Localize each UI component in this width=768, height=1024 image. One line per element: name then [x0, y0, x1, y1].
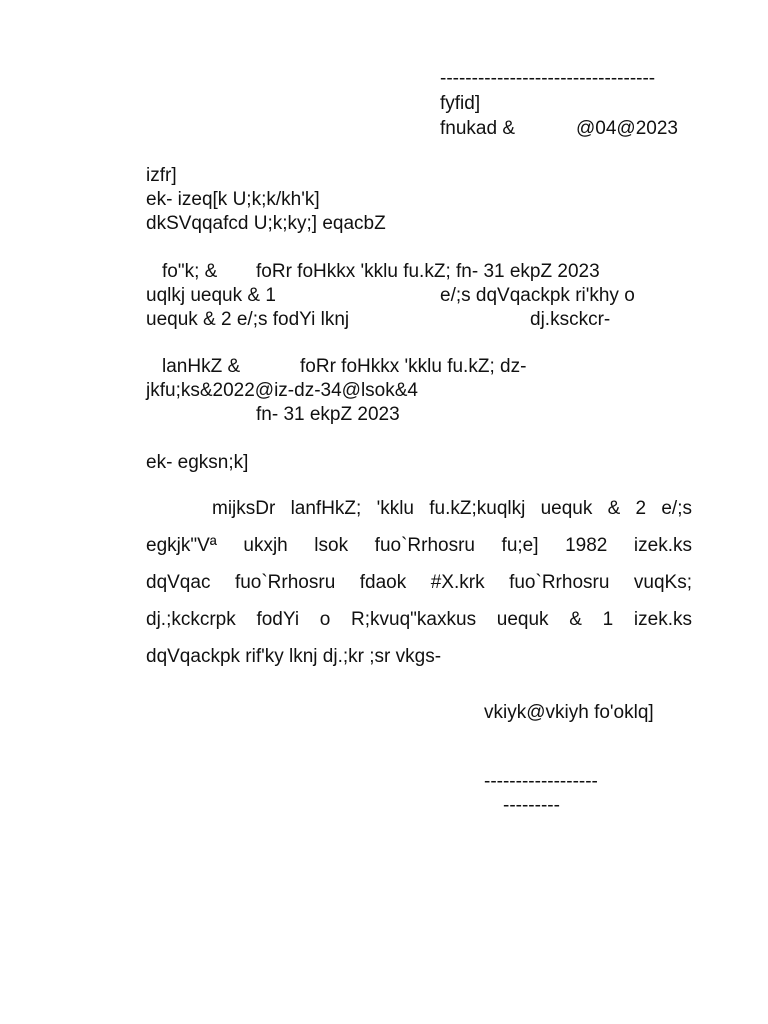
- reference-label: lanHkZ &: [162, 356, 241, 377]
- closing: vkiyk@vkiyh fo'oklq]: [484, 702, 654, 723]
- header-date-label: fnukad &: [440, 118, 515, 139]
- header-date-value: @04@2023: [576, 118, 678, 139]
- recipient-line-3: dkSVqqafcd U;k;ky;] eqacbZ: [146, 213, 386, 234]
- body-line-5: dqVqackpk rif'ky lknj dj.;kr ;sr vkgs-: [146, 646, 442, 667]
- body-line-4: dj.;kckcrpk fodYi o R;kvuq"kaxkus uequk & 1 izek.ks: [146, 609, 692, 630]
- header-top-rule: ----------------------------------: [440, 68, 656, 89]
- body-line-1: mijksDr lanfHkZ; 'kklu fu.kZ;kuqlkj uequk & 2 e/;s: [212, 498, 692, 519]
- header-place: fyfid]: [440, 93, 481, 114]
- subject-line-3-left: uequk & 2 e/;s fodYi lknj: [146, 309, 350, 330]
- signature-rule-long: ------------------: [484, 771, 598, 792]
- signature-rule-short: ---------: [503, 795, 560, 816]
- salutation: ek- egksn;k]: [146, 452, 249, 473]
- body-line-3: dqVqac fuo`Rrhosru fdaok #X.krk fuo`Rrhosru vuqKs;: [146, 572, 692, 593]
- subject-line-1: foRr foHkkx 'kklu fu.kZ; fn- 31 ekpZ 2023: [256, 261, 600, 282]
- recipient-line-2: ek- izeq[k U;k;k/kh'k]: [146, 189, 320, 210]
- recipient-line-1: izfr]: [146, 165, 177, 186]
- subject-line-2-left: uqlkj uequk & 1: [146, 285, 276, 306]
- subject-label: fo"k; &: [162, 261, 218, 282]
- body-line-2: egkjk"Vª ukxjh lsok fuo`Rrhosru fu;e] 1982 izek.ks: [146, 535, 692, 556]
- subject-line-3-right: dj.ksckcr-: [530, 309, 611, 330]
- reference-line-3: fn- 31 ekpZ 2023: [256, 404, 400, 425]
- reference-line-1: foRr foHkkx 'kklu fu.kZ; dz-: [300, 356, 527, 377]
- subject-line-2-right: e/;s dqVqackpk ri'khy o: [440, 285, 635, 306]
- reference-line-2: jkfu;ks&2022@iz-dz-34@lsok&4: [146, 380, 418, 401]
